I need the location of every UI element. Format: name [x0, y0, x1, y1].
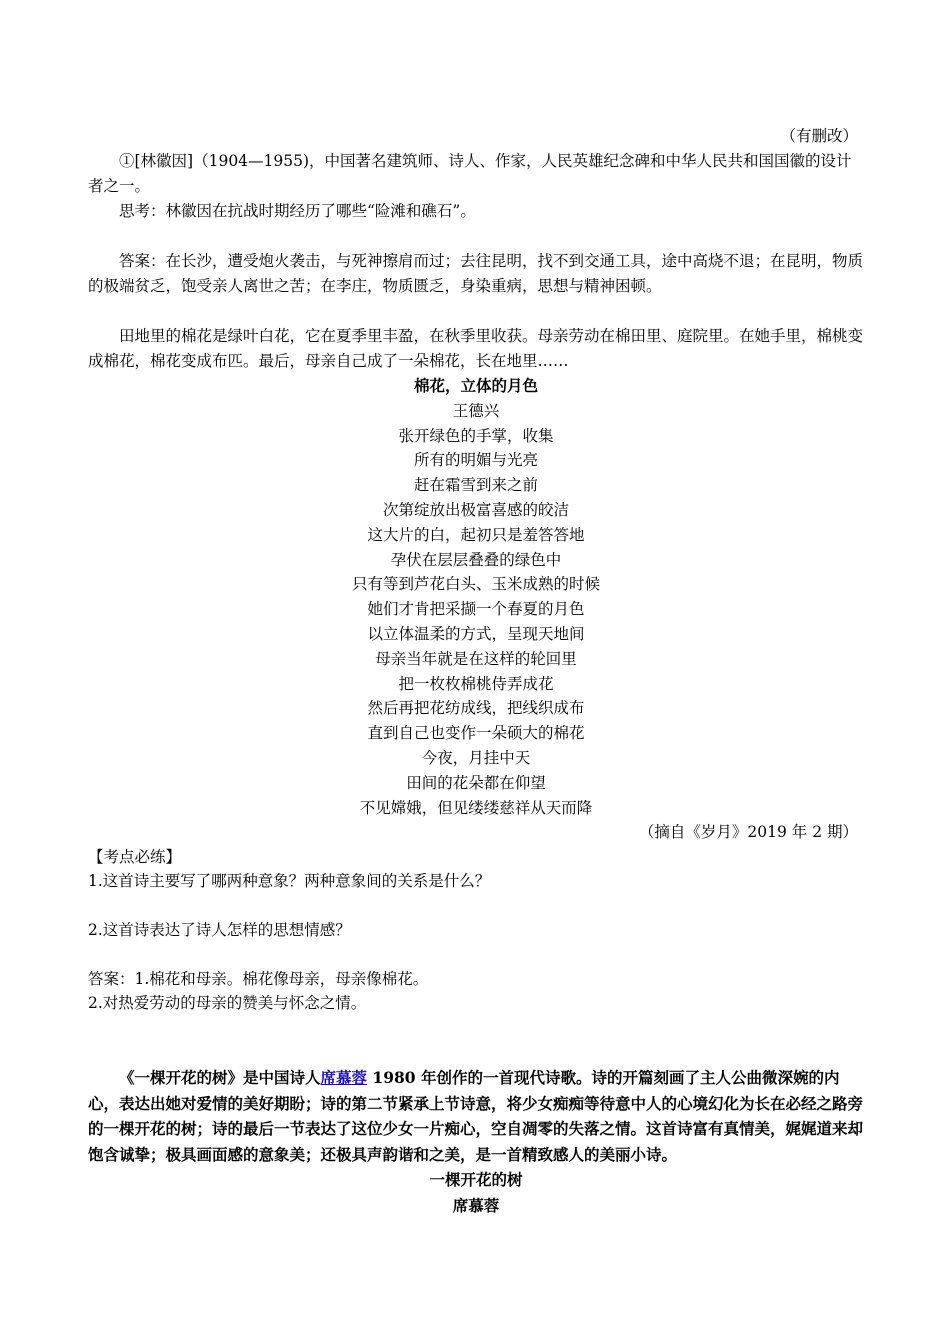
poem-line: 只有等到芦花白头、玉米成熟的时候 [351, 575, 600, 594]
practice-question-2: 2.这首诗表达了诗人怎样的思想情感？ [88, 921, 351, 940]
poem-author: 王德兴 [452, 401, 500, 420]
intro-text-after-link: 1980 年创作的一首现代诗歌。诗的开篇刻画了主人公曲微深婉的内心，表达出她对爱情的美好期盼；诗的第二节紧承上节诗意，将少女痴痴等待意中人的心境幻化为长在必经之路旁的一棵开花的树；诗的最后一节表达了这位少女一片痴心，空自凋零的失落之情。这首诗富有真情美，娓娓道来却饱含诚挚；极具画面感的意象美；还极具声韵谐和之美，是一首精致感人的美丽小诗。 [88, 1068, 864, 1164]
source-note: （有删改） [780, 127, 858, 145]
think-question: 思考：林徽因在抗战时期经历了哪些“险滩和礁石”。 [119, 202, 476, 220]
practice-heading: 【考点必练】 [88, 848, 182, 867]
poem-line: 把一枚枚棉桃侍弄成花 [398, 674, 554, 693]
poem-line: 张开绿色的手掌，收集 [398, 426, 554, 445]
poem-line: 次第绽放出极富喜感的皎洁 [382, 500, 569, 519]
intro-paragraph-tree [88, 1065, 864, 1167]
poem-line: 今夜，月挂中天 [421, 748, 531, 767]
poem-author-tree: 席慕蓉 [452, 1195, 500, 1215]
poem-title: 棉花，立体的月色 [413, 376, 538, 395]
practice-question-1: 1.这首诗主要写了哪两种意象？两种意象间的关系是什么？ [88, 872, 491, 891]
poem-line: 这大片的白，起初只是羞答答地 [367, 525, 585, 544]
poem-cotton [88, 374, 864, 820]
poem-source: （摘自《岁月》2019 年 2 期） [638, 823, 858, 842]
spacer [88, 893, 864, 918]
poem-line: 母亲当年就是在这样的轮回里 [375, 649, 577, 668]
spacer [88, 942, 864, 967]
answer-paragraph: 答案：在长沙，遭受炮火袭击，与死神擦肩而过；去往昆明，找不到交通工具，途中高烧不退；在昆明，物质的极端贫乏，饱受亲人离世之苦；在李庄，物质匮乏，身染重病，思想与精神困顿。 [88, 252, 864, 295]
practice-section [88, 845, 864, 1015]
practice-answer-1: 答案：1.棉花和母亲。棉花像母亲，母亲像棉花。 [88, 970, 429, 989]
intro-text-before-link: 《一棵开花的树》是中国诗人 [119, 1068, 321, 1088]
poem-line: 然后再把花纺成线，把线织成布 [367, 699, 585, 718]
poem-line: 不见嫦娥，但见缕缕慈祥从天而降 [359, 798, 593, 817]
spacer [88, 1040, 864, 1065]
intro-paragraph-cotton: 田地里的棉花是绿叶白花，它在夏季里丰盈，在秋季里收获。母亲劳动在棉田里、庭院里。在她手里，棉桃变成棉花，棉花变成布匹。最后，母亲自己成了一朵棉花，长在地里…… [88, 327, 864, 370]
spacer [88, 224, 864, 249]
intro-section-tree [88, 1065, 864, 1218]
poem-line: 她们才肯把采撷一个春夏的月色 [367, 600, 585, 619]
practice-answer-2: 2.对热爱劳动的母亲的赞美与怀念之情。 [88, 994, 367, 1013]
poem-line: 以立体温柔的方式，呈现天地间 [367, 624, 585, 643]
poem-line: 孕伏在层层叠叠的绿色中 [390, 550, 562, 569]
spacer [88, 299, 864, 324]
poem-line: 赶在霜雪到来之前 [413, 476, 538, 495]
poem-line: 所有的明媚与光亮 [413, 451, 538, 470]
poem-line: 直到自己也变作一朵硕大的棉花 [367, 724, 585, 743]
document-page [88, 124, 864, 1218]
poem-line: 田间的花朵都在仰望 [406, 773, 546, 792]
poet-link[interactable]: 席慕蓉 [320, 1068, 368, 1088]
footnote: ①[林徽因]（1904—1955)，中国著名建筑师、诗人、作家，人民英雄纪念碑和中华人民共和国国徽的设计者之一。 [88, 152, 852, 195]
poem-title-tree: 一棵开花的树 [429, 1170, 523, 1190]
spacer [88, 1015, 864, 1040]
